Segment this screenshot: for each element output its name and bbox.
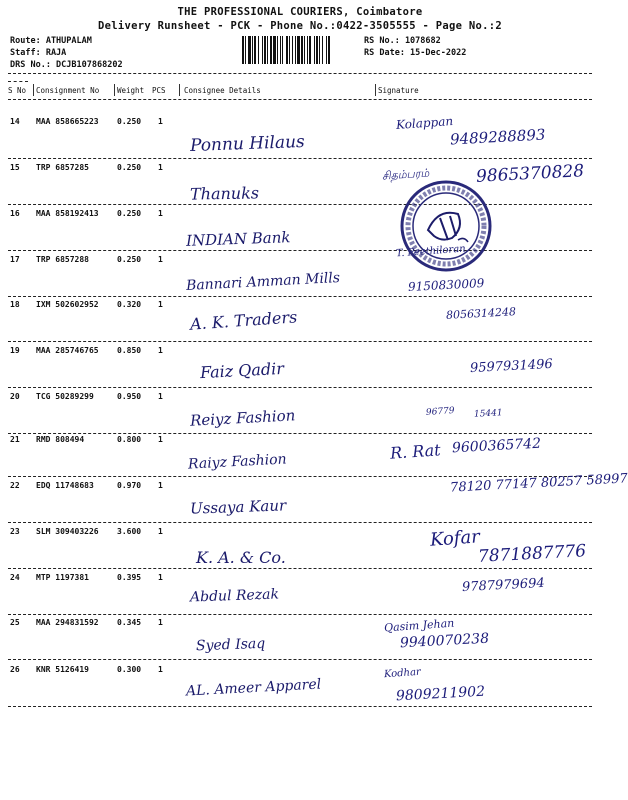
row-divider: [8, 659, 592, 660]
row-divider: [8, 614, 592, 615]
row-divider: [8, 204, 592, 205]
column-separator: [179, 84, 180, 96]
row-sno: 16: [10, 209, 20, 218]
row-consignment-no: RMD 808494: [36, 435, 85, 444]
col-signature-header: Signature: [378, 86, 419, 95]
row-signature: சிதம்பரம்: [381, 166, 430, 183]
row-divider: [8, 568, 592, 569]
row-pcs: 1: [158, 300, 163, 309]
row-consignee-handwritten: Faiz Qadir: [199, 358, 285, 383]
row-consignment-no: TRP 6857285: [36, 163, 89, 172]
company-title: THE PROFESSIONAL COURIERS, Coimbatore: [177, 6, 423, 18]
column-separator: [375, 84, 376, 96]
row-weight: 0.320: [117, 300, 142, 309]
row-phone-handwritten: 9940070238: [399, 630, 490, 652]
row-phone-handwritten: 9865370828: [475, 161, 585, 187]
row-consignee-handwritten: Thanuks: [189, 183, 260, 204]
row-weight: 0.970: [117, 481, 142, 490]
row-consignee-handwritten: K. A. & Co.: [196, 548, 286, 567]
row-consignee-handwritten: Abdul Rezak: [189, 586, 280, 606]
row-consignee-handwritten: Reiyz Fashion: [189, 406, 296, 430]
row-pcs: 1: [158, 392, 163, 401]
row-consignee-handwritten: AL. Ameer Apparel: [185, 676, 322, 700]
row-weight: 0.950: [117, 392, 142, 401]
row-pcs: 1: [158, 163, 163, 172]
row-weight: 0.250: [117, 163, 142, 172]
row-weight: 0.300: [117, 665, 142, 674]
row-sno: 14: [10, 117, 20, 126]
col-consignee-header: Consignee Details: [184, 86, 261, 95]
row-consignee-handwritten: A. K. Traders: [189, 307, 298, 334]
row-pcs: 1: [158, 346, 163, 355]
divider: [8, 73, 592, 74]
row-phone-handwritten: 9489288893: [449, 125, 546, 149]
col-sno-header: S No: [8, 86, 27, 95]
row-divider: [8, 522, 592, 523]
col-pcs-header: PCS: [152, 86, 166, 95]
row-pcs: 1: [158, 481, 163, 490]
row-consignee-handwritten: Ussaya Kaur: [189, 496, 287, 518]
row-divider: [8, 433, 592, 434]
row-consignment-no: MAA 858192413: [36, 209, 99, 218]
barcode-image: [242, 36, 360, 64]
row-consignment-no: TCG 50289299: [36, 392, 94, 401]
row-sno: 26: [10, 665, 20, 674]
row-signature: Kodhar: [383, 666, 422, 681]
col-weight-header: Weight: [117, 86, 145, 95]
row-consignment-no: IXM 502602952: [36, 300, 99, 309]
row-consignee-handwritten: Raiyz Fashion: [187, 451, 288, 473]
row-weight: 0.850: [117, 346, 142, 355]
row-phone-handwritten: 15441: [473, 408, 503, 420]
row-signature: Kofar: [429, 526, 481, 551]
column-separator: [33, 84, 34, 96]
divider: [8, 81, 28, 82]
row-signature: 96779: [425, 406, 455, 418]
row-sno: 19: [10, 346, 20, 355]
row-weight: 3.600: [117, 527, 142, 536]
row-divider: [8, 296, 592, 297]
row-signature: Kolappan: [395, 114, 454, 132]
row-consignment-no: MAA 858665223: [36, 117, 99, 126]
staff-label: Staff: RAJA: [10, 48, 67, 58]
row-pcs: 1: [158, 255, 163, 264]
row-weight: 0.250: [117, 209, 142, 218]
row-divider: [8, 341, 592, 342]
row-sno: 25: [10, 618, 20, 627]
drs-number: DRS No.: DCJB107868202: [10, 60, 123, 70]
row-weight: 0.395: [117, 573, 142, 582]
row-phone-handwritten: 8056314248: [445, 305, 517, 322]
row-phone-handwritten: 9597931496: [469, 356, 554, 377]
row-phone-handwritten: 9809211902: [395, 683, 486, 705]
row-weight: 0.800: [117, 435, 142, 444]
row-sno: 21: [10, 435, 20, 444]
row-sno: 22: [10, 481, 20, 490]
row-sno: 23: [10, 527, 20, 536]
row-phone-handwritten: 9600365742: [451, 435, 542, 457]
row-signature: R. Rat: [389, 440, 442, 463]
rs-date: RS Date: 15-Dec-2022: [364, 48, 467, 58]
row-divider: [8, 158, 592, 159]
row-signature: Qasim Jehan: [383, 616, 455, 635]
row-sno: 18: [10, 300, 20, 309]
delivery-stamp-image: [395, 178, 494, 274]
row-weight: 0.250: [117, 117, 142, 126]
route-label: Route: ATHUPALAM: [10, 36, 92, 46]
divider: [8, 99, 592, 100]
row-consignment-no: MAA 294831592: [36, 618, 99, 627]
row-phone-handwritten: 9150830009: [407, 276, 485, 294]
row-sno: 24: [10, 573, 20, 582]
row-consignment-no: SLM 309403226: [36, 527, 99, 536]
row-consignment-no: TRP 6857288: [36, 255, 89, 264]
column-separator: [114, 84, 115, 96]
row-sno: 15: [10, 163, 20, 172]
row-pcs: 1: [158, 435, 163, 444]
row-pcs: 1: [158, 209, 163, 218]
rs-number: RS No.: 1078682: [364, 36, 441, 46]
row-weight: 0.250: [117, 255, 142, 264]
row-consignment-no: KNR 5126419: [36, 665, 89, 674]
row-pcs: 1: [158, 117, 163, 126]
row-consignment-no: MTP 1197381: [36, 573, 89, 582]
runsheet-subtitle: Delivery Runsheet - PCK - Phone No.:0422-3505555 - Page No.:2: [98, 20, 502, 32]
row-pcs: 1: [158, 618, 163, 627]
row-sno: 20: [10, 392, 20, 401]
row-divider: [8, 250, 592, 251]
row-consignment-no: MAA 285746765: [36, 346, 99, 355]
row-signature: T. Peethiloran: [395, 243, 467, 260]
row-phone-handwritten: 7871887776: [477, 541, 587, 567]
row-consignee-handwritten: Bannari Amman Mills: [185, 269, 341, 295]
col-consignment-header: Consignment No: [36, 86, 100, 95]
row-phone-handwritten: 78120 77147 80257 58997: [449, 471, 628, 496]
row-sno: 17: [10, 255, 20, 264]
row-pcs: 1: [158, 665, 163, 674]
row-consignee-handwritten: Ponnu Hilaus: [189, 132, 306, 156]
row-consignee-handwritten: INDIAN Bank: [185, 228, 291, 250]
row-divider: [8, 706, 592, 707]
row-pcs: 1: [158, 527, 163, 536]
row-pcs: 1: [158, 573, 163, 582]
row-consignment-no: EDQ 11748683: [36, 481, 94, 490]
row-phone-handwritten: 9787979694: [461, 575, 546, 596]
row-weight: 0.345: [117, 618, 142, 627]
row-consignee-handwritten: Syed Isaq: [195, 635, 266, 655]
row-divider: [8, 387, 592, 388]
